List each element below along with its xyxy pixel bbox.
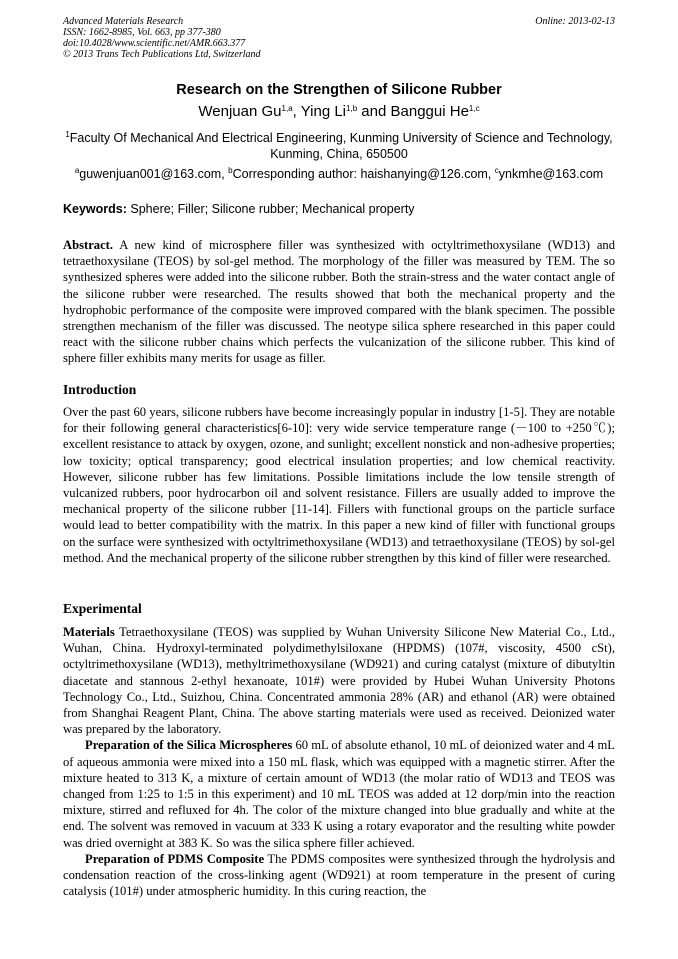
email-text: Corresponding author: haishanying@126.com, xyxy=(232,167,495,181)
author-affiliation-mark: 1,b xyxy=(346,104,358,113)
email-mark: c xyxy=(494,166,499,175)
paragraph-silica-preparation xyxy=(63,737,615,850)
paper-title: Research on the Strengthen of Silicone Rubber xyxy=(176,82,502,98)
email-text: ynkmhe@163.com xyxy=(498,167,604,181)
journal-doi: doi:10.4028/www.scientific.net/AMR.663.377 xyxy=(63,38,246,49)
journal-name: Advanced Materials Research xyxy=(63,16,184,27)
email-text: guwenjuan001@163.com, xyxy=(79,167,229,181)
online-date: Online: 2013-02-13 xyxy=(535,16,615,27)
abstract-text: A new kind of microsphere filler was synthesized with octyltrimethoxysilane (WD13) and tetraethoxysilane (TEOS) by sol-gel method. The morphology of the filler was measured by TEM. The so synthesized spheres were added into the silicone rubber. Both the strain-stress and the water contact angle of the silicone rubber were researched. The results showed that both the mechanical property and the hydrophobic performance of the composite were improved compared with the blank specimen. The possible strengthen mechanism of the filler was discussed. The neotype silica sphere researched in this paper could react with the silicone rubber chains which perfects the vulcanization of the silicone rubber. This kind of sphere filler exhibits many merits for usage as filler. xyxy=(63,238,615,366)
journal-issn: ISSN: 1662-8985, Vol. 663, pp 377-380 xyxy=(63,27,221,38)
author-name: Ying Li xyxy=(300,103,347,120)
keywords-label: Keywords: xyxy=(63,202,127,216)
journal-copyright: © 2013 Trans Tech Publications Ltd, Switzerland xyxy=(63,49,261,60)
paragraph-label: Preparation of the Silica Microspheres xyxy=(85,738,293,753)
paragraph-label: Preparation of PDMS Composite xyxy=(85,851,265,866)
section-heading-experimental: Experimental xyxy=(63,601,142,616)
abstract-label: Abstract. xyxy=(63,238,114,252)
email-mark: b xyxy=(228,166,233,175)
author-separator: , xyxy=(292,103,301,120)
affiliation-text: Faculty Of Mechanical And Electrical Engineering, Kunming University of Science and Technology, Kunming, China, 650500 xyxy=(69,131,613,161)
keywords xyxy=(63,202,615,216)
author-separator: and xyxy=(357,103,391,120)
abstract xyxy=(63,237,615,367)
paragraph-label: Materials xyxy=(63,625,115,639)
experimental-section xyxy=(63,624,615,899)
section-heading-introduction: Introduction xyxy=(63,382,137,397)
author-affiliation-mark: 1,c xyxy=(468,104,480,113)
keywords-text: Sphere; Filler; Silicone rubber; Mechanical property xyxy=(126,202,415,216)
paragraph-text: Tetraethoxysilane (TEOS) was supplied by Wuhan University Silicone New Material Co., Ltd., Wuhan, China. Hydroxyl-terminated polydimethylsiloxane (HPDMS) (107#, viscosity, 4500 cSt), octyltrimethoxysilane (WD13), methyltrimethoxysilane (WD921) and curing catalyst (mixture of dibutyltin diacetate and stannous 2-ethyl hexanoate, 101#) were provided by Hubei Wuhan University Photons Technology Co., Ltd., Suizhou, China. Concentrated ammonia 28% (AR) and ethanol (AR) were obtained from Shanghai Reagent Plant, China. The above starting materials were used as received. Deionized water was prepared by the laboratory. xyxy=(63,625,615,737)
affiliation-mark: 1 xyxy=(65,130,70,139)
paragraph-materials xyxy=(63,624,615,737)
author-name: Wenjuan Gu xyxy=(198,103,282,120)
paragraph-text: 60 mL of absolute ethanol, 10 mL of deionized water and 4 mL of aqueous ammonia were mixed into a 150 mL flask, which was equipped with a magnetic stirrer. After the mixture heated to 313 K, a mixture of certain amount of WD13 (the molar ratio of WD13 and TEOS was changed from 1:25 to 1:5 in this experiment) and 10 mL TEOS was added at 12 dorp/min into the reaction mixture, stirred and refluxed for 4h. The color of the mixture changed into blue gradually and white at the end. The solvent was removed in vacuum at 333 K using a rotary evaporator and the resulting white powder was dried overnight at 383 K. So was the silica sphere filler achieved. xyxy=(63,738,616,850)
author-emails xyxy=(0,167,678,181)
paragraph-pdms-preparation xyxy=(63,851,615,900)
email-mark: a xyxy=(74,166,80,175)
author-list xyxy=(0,103,678,120)
introduction-text: Over the past 60 years, silicone rubbers have become increasingly popular in industry [1-5]. They are notable for their following general characteristics[6-10]: very wide service temperature range (－100 to +250℃); excellent resistance to attack by oxygen, ozone, and sunlight; excellent nonstick and non-adhesive properties; low toxicity; optical transparency; good electrical insulation properties; and low chemical reactivity. However, silicone rubber has few limitations. Possible limitations include the low tensile strength of vulcanized rubbers, poor hydrocarbon oil and solvent resistance. Fillers are usually added to improve the mechanical property of the silicone rubber [11-14]. Fillers with functional groups on the particle surface would lead to better compatibility with the matrix. In this paper a new kind of filler with functional groups on the surface were synthesized with octyltrimethoxysilane (WD13) and tetraethoxysilane (TEOS) by sol-gel method. And the mechanical property of the silicone rubber strengthen by this kind of filler were researched. xyxy=(63,405,615,565)
author-name: Banggui He xyxy=(390,103,469,120)
affiliation xyxy=(60,131,618,162)
author-affiliation-mark: 1,a xyxy=(281,104,293,113)
journal-header xyxy=(63,16,615,60)
paragraph-text: The PDMS composites were synthesized through the hydrolysis and condensation reaction of the cross-linking agent (WD921) at room temperature in the present of curing catalysis (101#) under atmospheric humidity. In this curing reaction, the xyxy=(63,851,615,899)
